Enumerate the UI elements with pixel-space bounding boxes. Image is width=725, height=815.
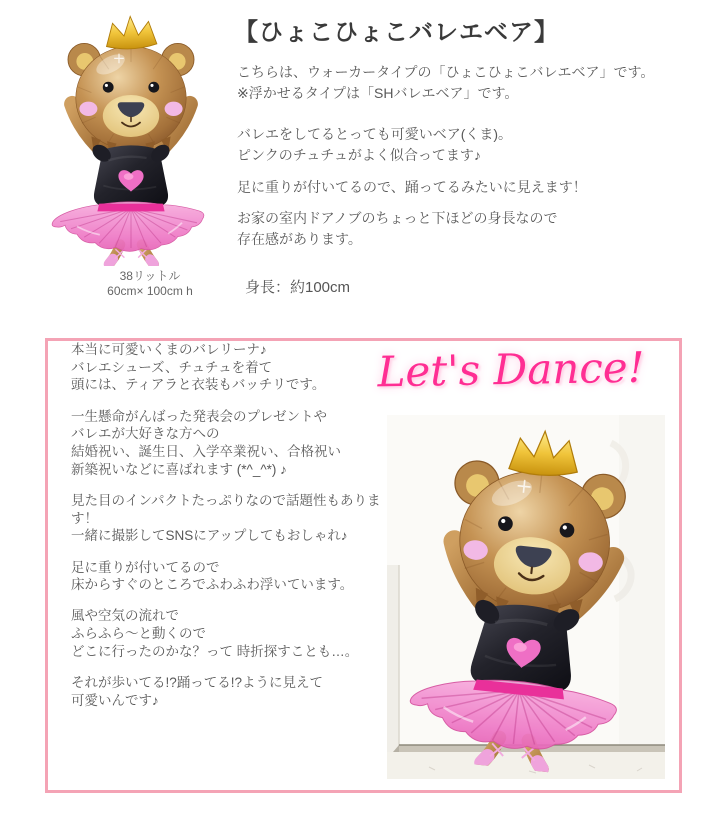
height-note: 身長：約100cm (245, 279, 351, 296)
detail-text-column: 本当に可愛いくまのバレリーナ♪ バレエシューズ、チュチュを着て 頭には、ティアラと衣装もバッチリです。 一生懸命がんばった発表会のプレゼントや バレエが大好きな方への 結婚祝い、誕生日、入学卒業祝い、合格祝い 新築祝いなどに喜ばれます (*^_^*) ♪ 見た目のインパクトたっぷりなので話題性もあります！ 一緒に撮影してSNSにアップしてもおしゃれ♪ 足に重りが付いてるので 床からすぐのところでふわふわ浮いています。 風や空気の流れで ふらふら〜と動くので どこに行ったのかな？って 時折探すことも…。 それが歩いてる!?踊ってる!?ように見えて 可愛いんです♪ (71, 342, 381, 708)
detail-box (45, 338, 682, 793)
bear-balloon-illustration (41, 14, 221, 266)
lets-dance-script: Let's Dance! (377, 342, 645, 397)
size-caption (55, 269, 245, 299)
bear-balloon-photo-illustration (389, 415, 665, 779)
page-title: 【ひょこひょこバレエベア】 (234, 20, 559, 46)
weight-note-paragraph: 足に重りが付いてるので、踊ってるみたいに見えます！ (237, 179, 587, 195)
product-photo-small (33, 14, 228, 266)
product-photo-large (387, 415, 665, 779)
intro-paragraph: こちらは、ウォーカータイプの「ひょこひょこバレエベア」です。 ※浮かせるタイプは「SHバレエベア」です。 (237, 64, 655, 101)
description-paragraph: バレエをしてるとっても可愛いベア(くま)。 ピンクのチュチュがよく似合ってます♪ (237, 126, 513, 163)
volume-text: 38リットル (119, 269, 181, 283)
dimensions-text: 60cm× 100cm h (107, 284, 193, 298)
height-comparison-paragraph: お家の室内ドアノブのちょっと下ほどの身長なので 存在感があります。 (237, 210, 558, 247)
